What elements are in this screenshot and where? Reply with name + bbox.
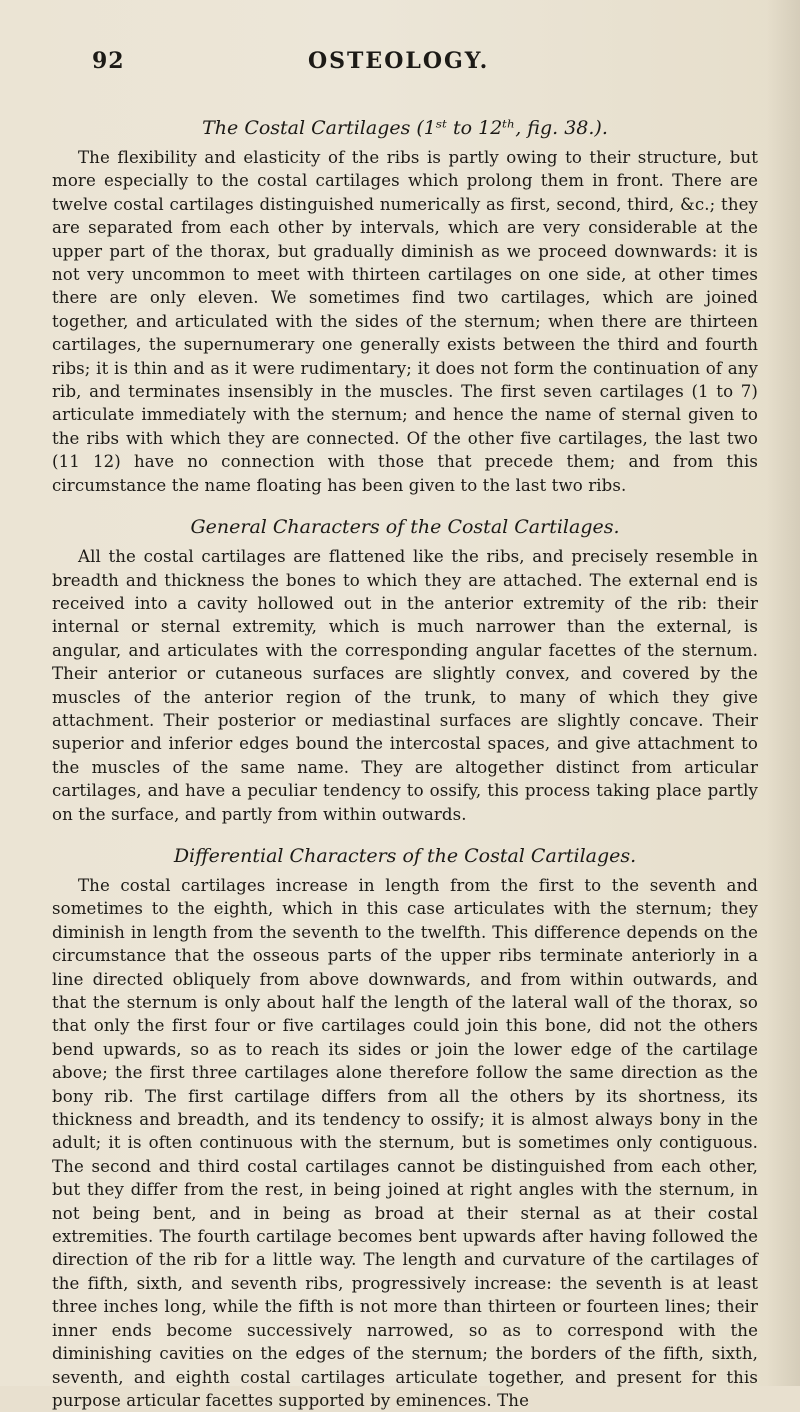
section-heading: The Costal Cartilages (1ˢᵗ to 12ᵗʰ, fig. 38.). (202, 117, 608, 139)
running-title: OSTEOLOGY. (308, 48, 490, 74)
section-costal-cartilages (52, 116, 758, 497)
section-differential-characters (52, 844, 758, 1412)
running-head (52, 48, 758, 94)
section-heading: Differential Characters of the Costal Cartilages. (173, 844, 637, 867)
section-heading: General Characters of the Costal Cartilages. (190, 516, 620, 539)
section-paragraph: The flexibility and elasticity of the ribs is partly owing to their structure, but more especially to the costal cartilages which prolong them in front. There are twelve costal cartilages distinguished numerically as first, second, third, &c.; they are separated from each other by intervals, which are very considerable at the upper part of the thorax, but gradually diminish as we proceed downwards: it is not very uncommon to meet with thirteen cartilages on one side, at other times there are only eleven. We sometimes find two cartilages, which are joined together, and articulated with the sides of the sternum; when there are thirteen cartilages, the supernumerary one generally exists between the third and fourth ribs; it is thin and as it were rudimentary; it does not form the continuation of any rib, and terminates insensibly in the muscles. The first seven cartilages (1 to 7) articulate immediately with the sternum; and hence the name of sternal given to the ribs with which they are connected. Of the other five cartilages, the last two (11 12) have no connection with those that precede them; and from this circumstance the name floating has been given to the last two ribs. (52, 148, 758, 495)
section-paragraph: The costal cartilages increase in length from the first to the seventh and sometimes to the eighth, which in this case articulates with the sternum; they diminish in length from the seventh to the twelfth. This difference depends on the circumstance that the osseous parts of the upper ribs terminate anteriorly in a line directed obliquely from above downwards, and from within outwards, and that the sternum is only about half the length of the lateral wall of the thorax, so that only the first four or five cartilages could join this bone, did not the others bend upwards, so as to reach its sides or join the lower edge of the cartilage above; the first three cartilages alone therefore follow the same direction as the bony rib. The first cartilage differs from all the others by its shortness, its thickness and breadth, and its tendency to ossify; it is almost always bony in the adult; it is often continuous with the sternum, but is sometimes only contiguous. The second and third costal cartilages cannot be distinguished from each other, but they differ from the rest, in being joined at right angles with the sternum, in not being bent, and in being as broad at their sternal as at their costal extremities. The fourth cartilage becomes bent upwards after having followed the direction of the rib for a little way. The length and curvature of the cartilages of the fifth, sixth, and seventh ribs, progressively increase: the seventh is at least three inches long, while the fifth is not more than thirteen or fourteen lines; their inner ends become successively narrowed, so as to correspond with the diminishing cavities on the edges of the sternum; the borders of the fifth, sixth, seventh, and eighth costal cartilages articulate together, and present for this purpose articular facettes supported by eminences. The (52, 875, 758, 1410)
section-general-characters (52, 515, 758, 826)
page-edge-shadow (766, 0, 800, 1386)
section-paragraph: All the costal cartilages are flattened like the ribs, and precisely resemble in breadth and thickness the bones to which they are attached. The external end is received into a cavity hollowed out in the anterior extremity of the rib: their internal or sternal extremity, which is much narrower than the external, is angular, and articulates with the corresponding angular facettes of the sternum. Their anterior or cutaneous surfaces are slightly convex, and covered by the muscles of the anterior region of the trunk, to many of which they give attachment. Their posterior or mediastinal surfaces are slightly concave. Their superior and inferior edges bound the intercostal spaces, and give attachment to the muscles of the same name. They are altogether distinct from articular cartilages, and have a peculiar tendency to ossify, this process taking place partly on the surface, and partly from within outwards. (52, 547, 758, 824)
page-number: 92 (92, 48, 125, 74)
